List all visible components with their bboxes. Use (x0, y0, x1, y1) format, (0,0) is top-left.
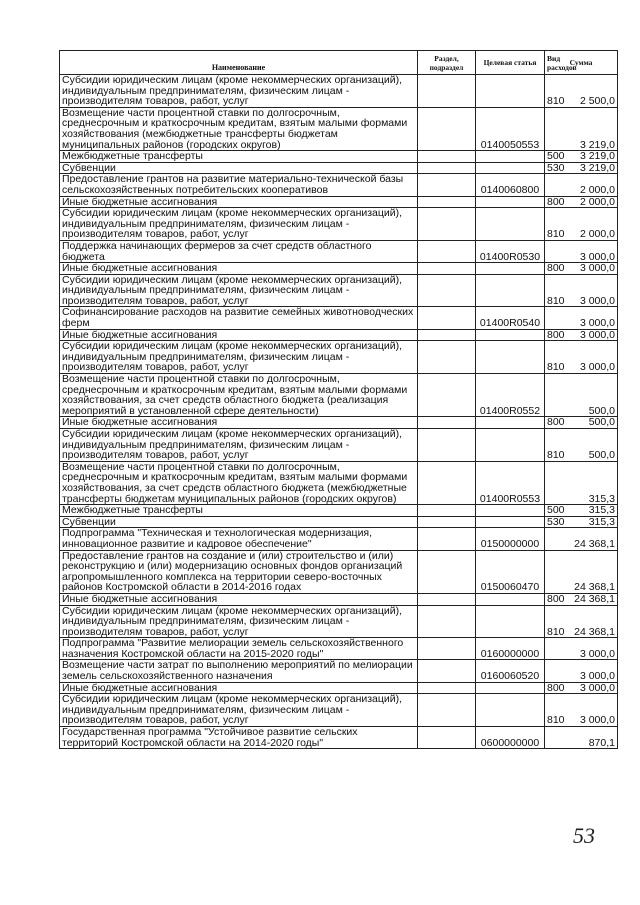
cell-sum: 3 000,0 (545, 329, 618, 341)
cell-target (476, 196, 545, 208)
table-row (60, 374, 618, 417)
cell-name: Возмещение части затрат по выполнению мероприятий по мелиорации земель сельскохозяйственного назначения (60, 660, 418, 682)
cell-section (418, 417, 476, 429)
cell-sum: 3 000,0 (545, 240, 618, 262)
cell-sum: 24 368,1 (545, 528, 618, 550)
cell-section (418, 374, 476, 417)
table-row: Иные бюджетные ассигнования 800 2 000,0 (60, 196, 618, 208)
cell-sum: 2 000,0 (545, 174, 618, 196)
cell-target (476, 694, 545, 727)
table-header: Наименование Раздел, подраздел Целевая статья Вид расходов Сумма (60, 51, 618, 75)
cell-sum: 500,0 (545, 429, 618, 462)
table-row (60, 660, 618, 682)
table-row: Иные бюджетные ассигнования 800 3 000,0 (60, 329, 618, 341)
cell-target (476, 516, 545, 528)
table-row (60, 638, 618, 660)
cell-name: Межбюджетные трансферты (60, 151, 418, 163)
table-row: Субсидии юридическим лицам (кроме некоммерческих организаций), индивидуальным предпринимателям, физическим лицам - производителям товаров, работ, услуг 810 2 000,0 (60, 208, 618, 241)
table-row: Субсидии юридическим лицам (кроме некоммерческих организаций), индивидуальным предпринимателям, физическим лицам - производителям товаров, работ, услуг 810 24 368,1 (60, 605, 618, 638)
cell-sum: 3 219,0 (545, 107, 618, 150)
table-row: Субсидии юридическим лицам (кроме некоммерческих организаций), индивидуальным предпринимателям, физическим лицам - производителям товаров, работ, услуг 810 3 000,0 (60, 694, 618, 727)
cell-sum: 24 368,1 (545, 593, 618, 605)
cell-sum: 2 500,0 (545, 75, 618, 108)
table-row: Иные бюджетные ассигнования 800 500,0 (60, 417, 618, 429)
cell-section (418, 682, 476, 694)
cell-sum: 2 000,0 (545, 196, 618, 208)
table-row (60, 528, 618, 550)
table-row: Субсидии юридическим лицам (кроме некоммерческих организаций), индивидуальным предпринимателям, физическим лицам - производителям товаров, работ, услуг 810 3 000,0 (60, 274, 618, 307)
cell-target (476, 605, 545, 638)
cell-section (418, 208, 476, 241)
cell-section (418, 196, 476, 208)
cell-name: Субсидии юридическим лицам (кроме некоммерческих организаций), индивидуальным предпринимателям, физическим лицам - производителям товаров, работ, услуг (60, 208, 418, 241)
cell-section (418, 550, 476, 593)
cell-target: 0160060520 (476, 660, 545, 682)
cell-name: Предоставление грантов на создание и (или) строительство и (или) реконструкцию и (или) модернизацию основных фондов организаций агропромышленного комплекса на территории северо-восточных районов Костромской области в 2014-2016 годах (60, 550, 418, 593)
cell-section (418, 727, 476, 749)
table-row: Субсидии юридическим лицам (кроме некоммерческих организаций), индивидуальным предпринимателям, физическим лицам - производителям товаров, работ, услуг 810 3 000,0 (60, 341, 618, 374)
cell-section (418, 461, 476, 504)
cell-target (476, 341, 545, 374)
cell-target: 0160000000 (476, 638, 545, 660)
cell-target (476, 682, 545, 694)
table-row (60, 240, 618, 262)
table-row: Субвенции 530 315,3 (60, 516, 618, 528)
cell-section (418, 263, 476, 275)
cell-target (476, 329, 545, 341)
cell-name: Иные бюджетные ассигнования (60, 196, 418, 208)
cell-section (418, 329, 476, 341)
cell-target (476, 417, 545, 429)
cell-name: Субсидии юридическим лицам (кроме некоммерческих организаций), индивидуальным предпринимателям, физическим лицам - производителям товаров, работ, услуг (60, 605, 418, 638)
cell-sum: 315,3 (545, 461, 618, 504)
cell-target (476, 593, 545, 605)
table-row: Межбюджетные трансферты 500 315,3 (60, 505, 618, 517)
cell-name: Софинансирование расходов на развитие семейных животноводческих ферм (60, 307, 418, 329)
table-row: Межбюджетные трансферты 500 3 219,0 (60, 151, 618, 163)
cell-sum: 500,0 (545, 417, 618, 429)
cell-name: Иные бюджетные ассигнования (60, 593, 418, 605)
cell-sum: 24 368,1 (545, 550, 618, 593)
cell-sum: 3 219,0 (545, 162, 618, 174)
cell-target: 01400R0552 (476, 374, 545, 417)
cell-name: Иные бюджетные ассигнования (60, 417, 418, 429)
budget-table (59, 50, 618, 749)
header-target: Целевая статья (476, 51, 545, 75)
cell-name: Поддержка начинающих фермеров за счет средств областного бюджета (60, 240, 418, 262)
cell-sum: 3 000,0 (545, 274, 618, 307)
table-row (60, 107, 618, 150)
cell-sum: 500,0 (545, 374, 618, 417)
cell-sum: 315,3 (545, 516, 618, 528)
cell-sum: 3 000,0 (545, 694, 618, 727)
cell-section (418, 694, 476, 727)
cell-target (476, 162, 545, 174)
cell-sum: 3 000,0 (545, 660, 618, 682)
cell-name: Предоставление грантов на развитие материально-технической базы сельскохозяйственных потребительских кооперативов (60, 174, 418, 196)
cell-target: 01400R0530 (476, 240, 545, 262)
cell-section (418, 429, 476, 462)
cell-name: Возмещение части процентной ставки по долгосрочным, среднесрочным и краткосрочным кредитам, взятым малыми формами хозяйствования (межбюджетные трансферты бюджетам муниципальных районов (городских округов) (60, 107, 418, 150)
cell-name: Субсидии юридическим лицам (кроме некоммерческих организаций), индивидуальным предпринимателям, физическим лицам - производителям товаров, работ, услуг (60, 341, 418, 374)
table-row: Субсидии юридическим лицам (кроме некоммерческих организаций), индивидуальным предпринимателям, физическим лицам - производителям товаров, работ, услуг 810 2 500,0 (60, 75, 618, 108)
cell-name: Подпрограмма "Техническая и технологическая модернизация, инновационное развитие и кадровое обеспечение" (60, 528, 418, 550)
cell-sum: 315,3 (545, 505, 618, 517)
cell-sum: 2 000,0 (545, 208, 618, 241)
cell-target: 0600000000 (476, 727, 545, 749)
table-row (60, 550, 618, 593)
header-sum: Сумма (545, 51, 618, 75)
cell-section (418, 274, 476, 307)
cell-name: Субсидии юридическим лицам (кроме некоммерческих организаций), индивидуальным предпринимателям, физическим лицам - производителям товаров, работ, услуг (60, 75, 418, 108)
cell-section (418, 605, 476, 638)
table-row: Иные бюджетные ассигнования 800 3 000,0 (60, 263, 618, 275)
cell-sum: 870,1 (545, 727, 618, 749)
header-name: Наименование (60, 51, 418, 75)
table-row (60, 307, 618, 329)
cell-section (418, 240, 476, 262)
table-row: Иные бюджетные ассигнования 800 24 368,1 (60, 593, 618, 605)
cell-sum: 3 000,0 (545, 638, 618, 660)
cell-sum: 24 368,1 (545, 605, 618, 638)
table-row: Субсидии юридическим лицам (кроме некоммерческих организаций), индивидуальным предпринимателям, физическим лицам - производителям товаров, работ, услуг 810 500,0 (60, 429, 618, 462)
table-row: Субвенции 530 3 219,0 (60, 162, 618, 174)
cell-section (418, 341, 476, 374)
cell-section (418, 593, 476, 605)
cell-name: Возмещение части процентной ставки по долгосрочным, среднесрочным и краткосрочным кредитам, взятым малыми формами хозяйствования, за счет средств областного бюджета (реализация мероприятий в установленной сфере деятельности) (60, 374, 418, 417)
table-row (60, 461, 618, 504)
cell-sum: 3 000,0 (545, 341, 618, 374)
cell-target (476, 274, 545, 307)
cell-target: 01400R0540 (476, 307, 545, 329)
cell-sum: 3 000,0 (545, 263, 618, 275)
cell-section (418, 151, 476, 163)
cell-target (476, 208, 545, 241)
cell-name: Субвенции (60, 162, 418, 174)
cell-section (418, 174, 476, 196)
cell-section (418, 75, 476, 108)
cell-section (418, 505, 476, 517)
cell-sum: 3 000,0 (545, 307, 618, 329)
cell-target (476, 151, 545, 163)
cell-name: Подпрограмма "Развитие мелиорации земель сельскохозяйственного назначения Костромской области на 2015-2020 годы" (60, 638, 418, 660)
cell-name: Иные бюджетные ассигнования (60, 263, 418, 275)
table-body (60, 75, 618, 749)
cell-name: Возмещение части процентной ставки по долгосрочным, среднесрочным и краткосрочным кредитам, взятым малыми формами хозяйствования, за счет средств областного бюджета (межбюджетные трансферты бюджетам муниципальных районов (городских округов) (60, 461, 418, 504)
cell-target: 0140050553 (476, 107, 545, 150)
cell-target (476, 429, 545, 462)
cell-name: Государственная программа "Устойчивое развитие сельских территорий Костромской области на 2014-2020 годы" (60, 727, 418, 749)
cell-target: 0140060800 (476, 174, 545, 196)
table-row: Иные бюджетные ассигнования 800 3 000,0 (60, 682, 618, 694)
cell-section (418, 528, 476, 550)
cell-target (476, 75, 545, 108)
cell-sum: 3 000,0 (545, 682, 618, 694)
cell-section (418, 307, 476, 329)
cell-name: Субсидии юридическим лицам (кроме некоммерческих организаций), индивидуальным предпринимателям, физическим лицам - производителям товаров, работ, услуг (60, 429, 418, 462)
header-section: Раздел, подраздел (418, 51, 476, 75)
cell-name: Иные бюджетные ассигнования (60, 682, 418, 694)
table-row (60, 727, 618, 749)
cell-name: Субсидии юридическим лицам (кроме некоммерческих организаций), индивидуальным предпринимателям, физическим лицам - производителям товаров, работ, услуг (60, 274, 418, 307)
cell-target (476, 263, 545, 275)
cell-target: 01400R0553 (476, 461, 545, 504)
cell-section (418, 660, 476, 682)
cell-name: Межбюджетные трансферты (60, 505, 418, 517)
cell-target (476, 505, 545, 517)
cell-name: Субвенции (60, 516, 418, 528)
cell-section (418, 638, 476, 660)
cell-name: Субсидии юридическим лицам (кроме некоммерческих организаций), индивидуальным предпринимателям, физическим лицам - производителям товаров, работ, услуг (60, 694, 418, 727)
cell-section (418, 162, 476, 174)
cell-sum: 3 219,0 (545, 151, 618, 163)
cell-target: 0150060470 (476, 550, 545, 593)
table-row (60, 174, 618, 196)
cell-target: 0150000000 (476, 528, 545, 550)
page-number: 53 (573, 823, 595, 848)
cell-section (418, 107, 476, 150)
cell-section (418, 516, 476, 528)
cell-name: Иные бюджетные ассигнования (60, 329, 418, 341)
